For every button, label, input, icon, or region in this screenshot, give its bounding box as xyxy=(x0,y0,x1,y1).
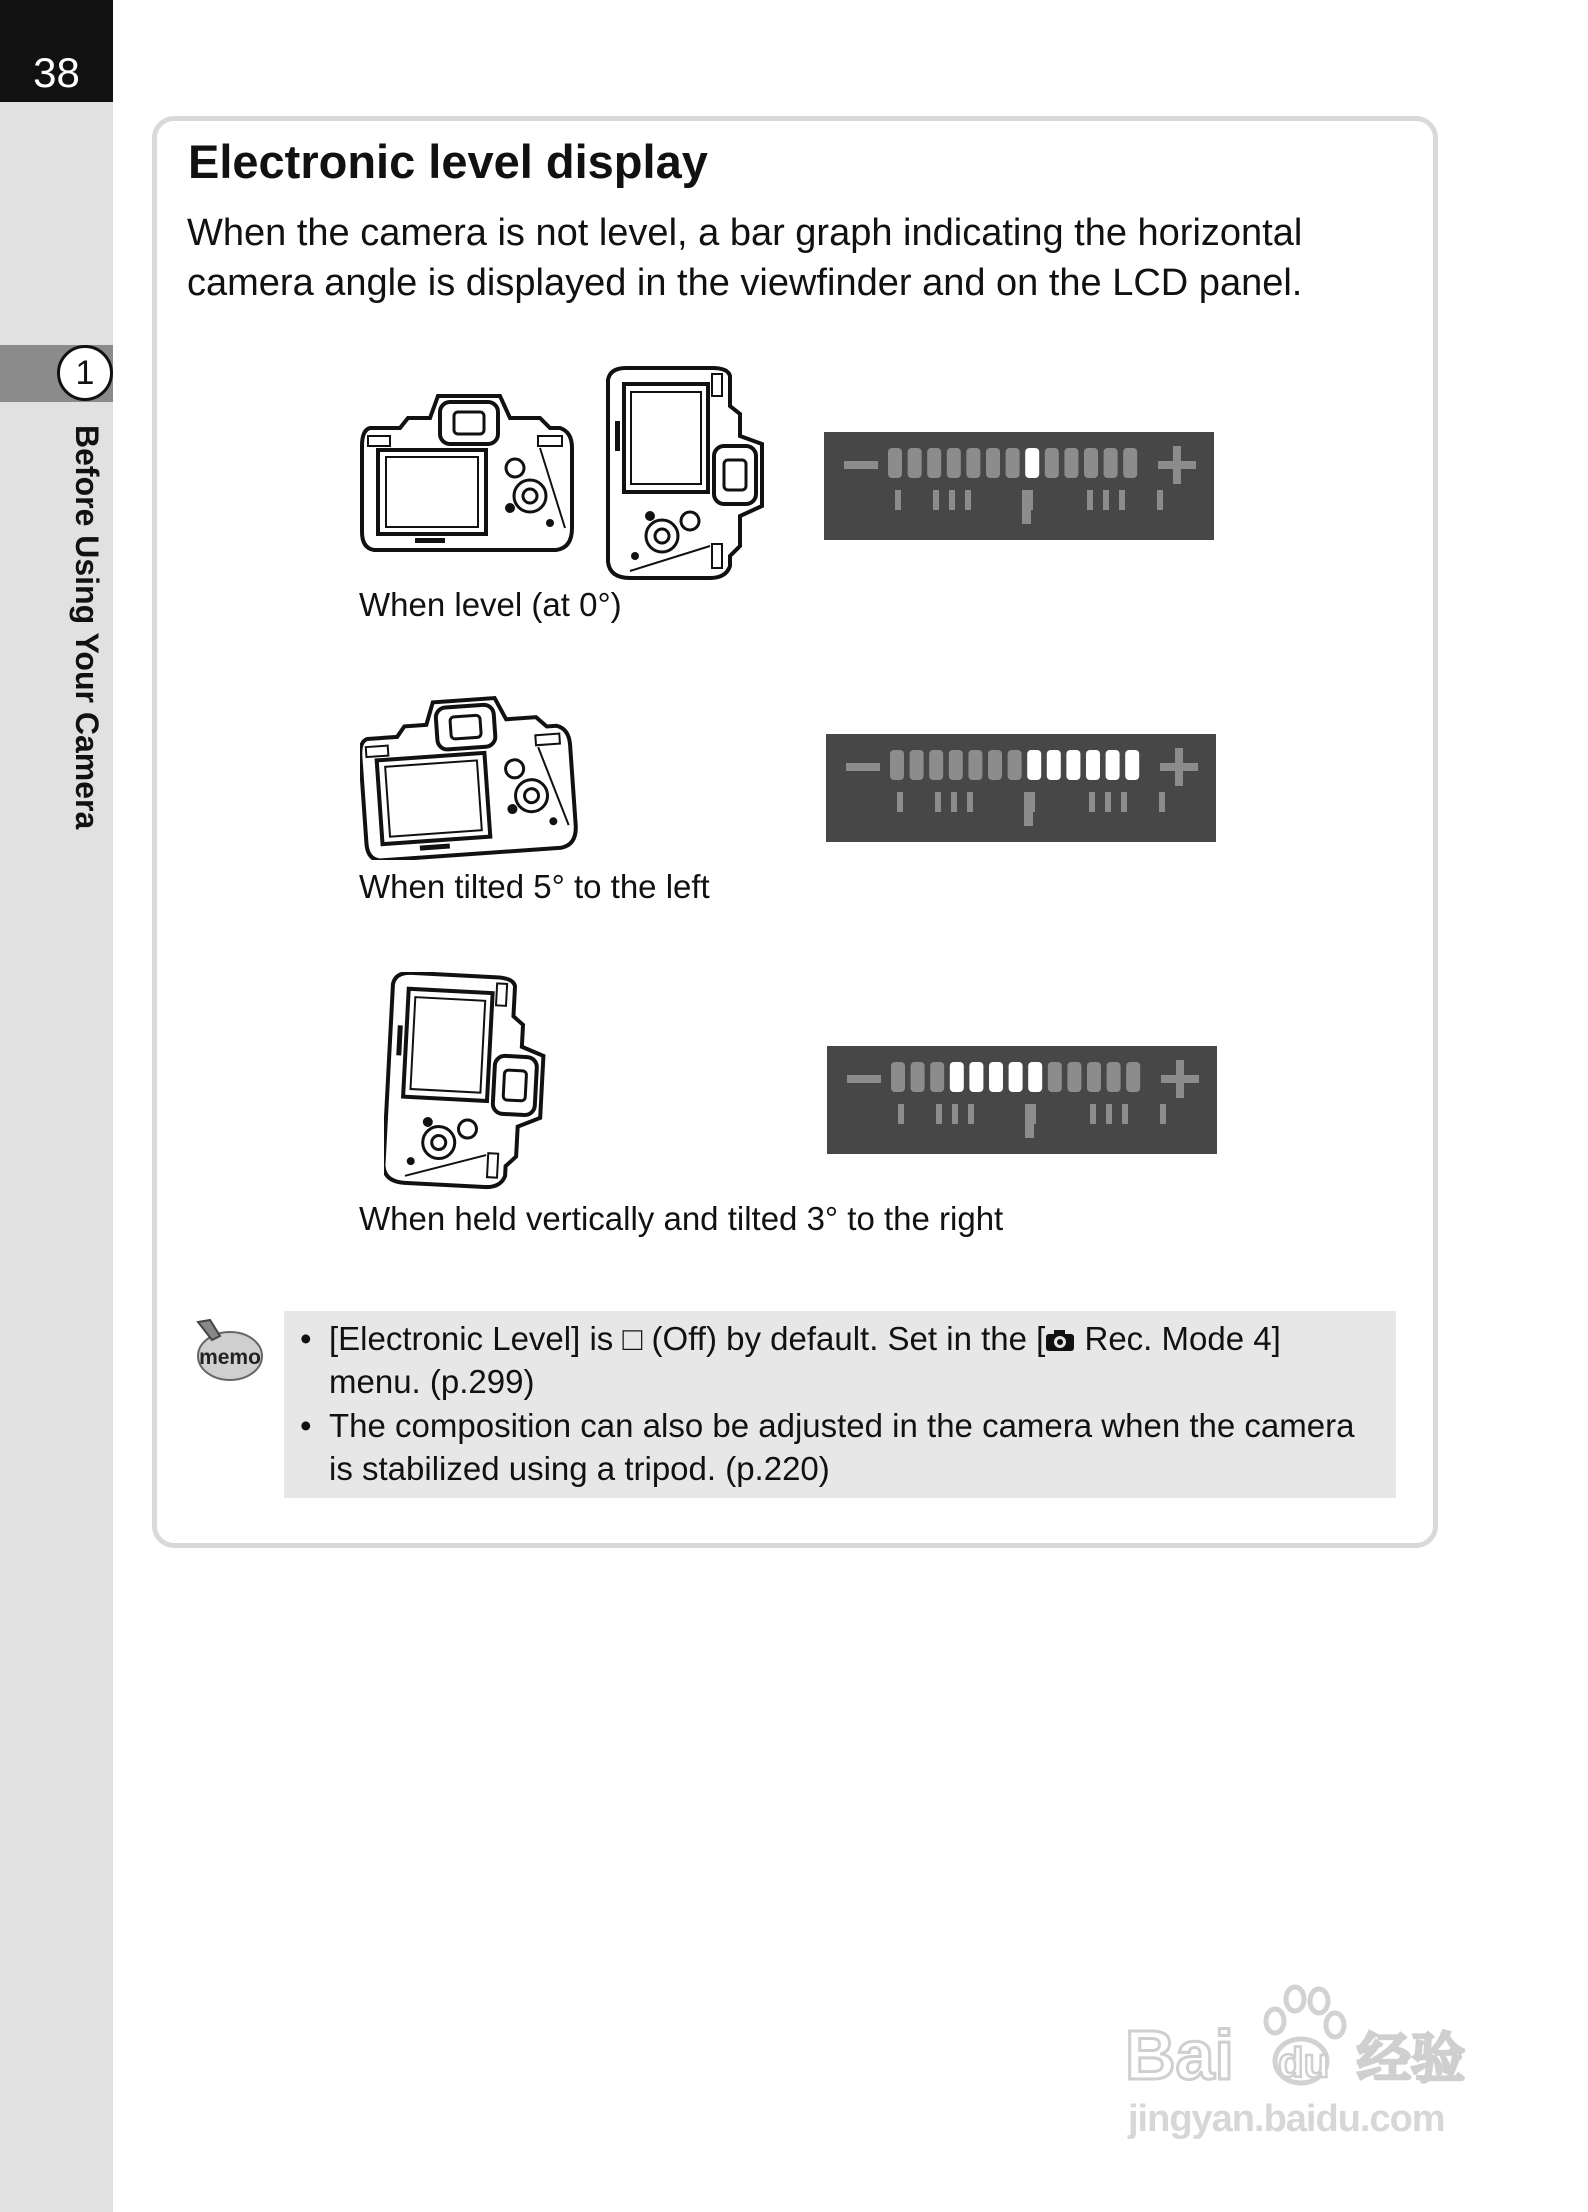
memo-bullet: • [Electronic Level] is □ (Off) by default. Set in the [ Rec. Mode 4] menu. (p.299) xyxy=(300,1320,1281,1400)
scale-tick xyxy=(1106,1104,1112,1124)
level-segment xyxy=(1008,750,1022,780)
camera-tilted-left xyxy=(360,692,578,860)
level-segment xyxy=(911,1062,925,1092)
level-segment xyxy=(1123,448,1137,478)
camera-icon xyxy=(1045,1328,1075,1352)
section-title: Electronic level display xyxy=(188,135,708,188)
scale-tick xyxy=(1105,792,1111,812)
scale-tick xyxy=(952,1104,958,1124)
level-segment xyxy=(1064,448,1078,478)
level-segment xyxy=(908,448,922,478)
level-bar-graph xyxy=(824,432,1214,540)
scale-tick xyxy=(1160,1104,1166,1124)
level-segment xyxy=(910,750,924,780)
level-segment xyxy=(1025,448,1039,478)
level-bar-graph xyxy=(826,734,1216,842)
level-segment xyxy=(1067,1062,1081,1092)
camera-level-vertical xyxy=(604,364,772,582)
level-segment xyxy=(988,750,1002,780)
level-segment xyxy=(1106,750,1120,780)
level-segment xyxy=(1009,1062,1023,1092)
minus-icon xyxy=(844,461,878,469)
example-caption: When level (at 0°) xyxy=(359,586,622,623)
scale-tick xyxy=(1122,1104,1128,1124)
scale-tick xyxy=(965,490,971,510)
scale-tick xyxy=(933,490,939,510)
memo-bullet-text: Rec. Mode 4] xyxy=(1075,1320,1281,1357)
scale-tick xyxy=(1089,792,1095,812)
level-segment xyxy=(1087,1062,1101,1092)
example-caption: When tilted 5° to the left xyxy=(359,868,710,905)
scale-tick xyxy=(1119,490,1125,510)
camera-vertical-tilted-right xyxy=(384,972,552,1190)
level-segment xyxy=(1086,750,1100,780)
memo-bullet-text: [Electronic Level] is □ (Off) by default. Set in the [ xyxy=(329,1320,1046,1357)
section-intro: When the camera is not level, a bar graph indicating the horizontal camera angle is displayed in the viewfinder and on the LCD panel. xyxy=(187,212,1303,304)
level-segment xyxy=(1066,750,1080,780)
level-panel xyxy=(827,1046,1217,1154)
level-segment xyxy=(1047,750,1061,780)
scale-tick xyxy=(897,792,903,812)
memo-bullet-text: is stabilized using a tripod. (p.220) xyxy=(329,1450,830,1487)
center-tick xyxy=(1024,792,1033,826)
level-segment xyxy=(969,1062,983,1092)
scale-tick xyxy=(1121,792,1127,812)
level-bar-graph xyxy=(827,1046,1217,1154)
level-segment xyxy=(1084,448,1098,478)
scale-tick xyxy=(936,1104,942,1124)
page-number: 38 xyxy=(0,0,113,102)
level-segment xyxy=(1006,448,1020,478)
scale-tick xyxy=(1157,490,1163,510)
minus-icon xyxy=(847,1075,881,1083)
level-segment xyxy=(891,1062,905,1092)
level-segment xyxy=(1048,1062,1062,1092)
scale-tick xyxy=(1087,490,1093,510)
camera-level-horizontal xyxy=(360,388,578,556)
level-panel xyxy=(824,432,1214,540)
level-segment xyxy=(989,1062,1003,1092)
watermark-url: jingyan.baidu.com xyxy=(1128,2098,1445,2140)
minus-icon xyxy=(846,763,880,771)
scale-tick xyxy=(1090,1104,1096,1124)
level-segment xyxy=(927,448,941,478)
scale-tick xyxy=(951,792,957,812)
scale-tick xyxy=(1103,490,1109,510)
chapter-title: Before Using Your Camera xyxy=(69,425,105,830)
level-segment xyxy=(1104,448,1118,478)
level-segment xyxy=(966,448,980,478)
chapter-sidebar xyxy=(0,0,113,2212)
level-segment xyxy=(968,750,982,780)
center-tick xyxy=(1025,1104,1034,1138)
plus-icon xyxy=(1173,446,1181,484)
baidu-watermark xyxy=(1125,1975,1485,2095)
level-segment xyxy=(1125,750,1139,780)
level-segment xyxy=(947,448,961,478)
watermark-brand-right: du xyxy=(1278,2039,1330,2086)
level-segment xyxy=(1045,448,1059,478)
scale-tick xyxy=(898,1104,904,1124)
chapter-number: 1 xyxy=(57,345,113,401)
level-segment xyxy=(1028,1062,1042,1092)
level-segment xyxy=(929,750,943,780)
plus-icon xyxy=(1175,748,1183,786)
level-segment xyxy=(1027,750,1041,780)
watermark-brand-cn: 经验 xyxy=(1357,2027,1465,2090)
level-segment xyxy=(1126,1062,1140,1092)
scale-tick xyxy=(968,1104,974,1124)
level-segment xyxy=(950,1062,964,1092)
level-segment xyxy=(1107,1062,1121,1092)
center-tick xyxy=(1022,490,1031,524)
scale-tick xyxy=(935,792,941,812)
plus-icon xyxy=(1176,1060,1184,1098)
scale-tick xyxy=(967,792,973,812)
level-segment xyxy=(930,1062,944,1092)
memo-bullet-text: The composition can also be adjusted in the camera when the camera xyxy=(329,1407,1355,1444)
memo-bullet-text: menu. (p.299) xyxy=(329,1363,535,1400)
level-segment xyxy=(888,448,902,478)
scale-tick xyxy=(895,490,901,510)
watermark-brand-left: Bai xyxy=(1125,2016,1234,2094)
level-segment xyxy=(890,750,904,780)
scale-tick xyxy=(949,490,955,510)
memo-bullet: • The composition can also be adjusted in the camera when the camera is stabilized using a tripod. (p.220) xyxy=(300,1407,1355,1487)
scale-tick xyxy=(1159,792,1165,812)
level-panel xyxy=(826,734,1216,842)
level-segment xyxy=(986,448,1000,478)
level-segment xyxy=(949,750,963,780)
memo-icon xyxy=(190,1316,266,1382)
memo-icon-label: memo xyxy=(199,1346,261,1369)
example-caption: When held vertically and tilted 3° to the right xyxy=(359,1200,1004,1237)
